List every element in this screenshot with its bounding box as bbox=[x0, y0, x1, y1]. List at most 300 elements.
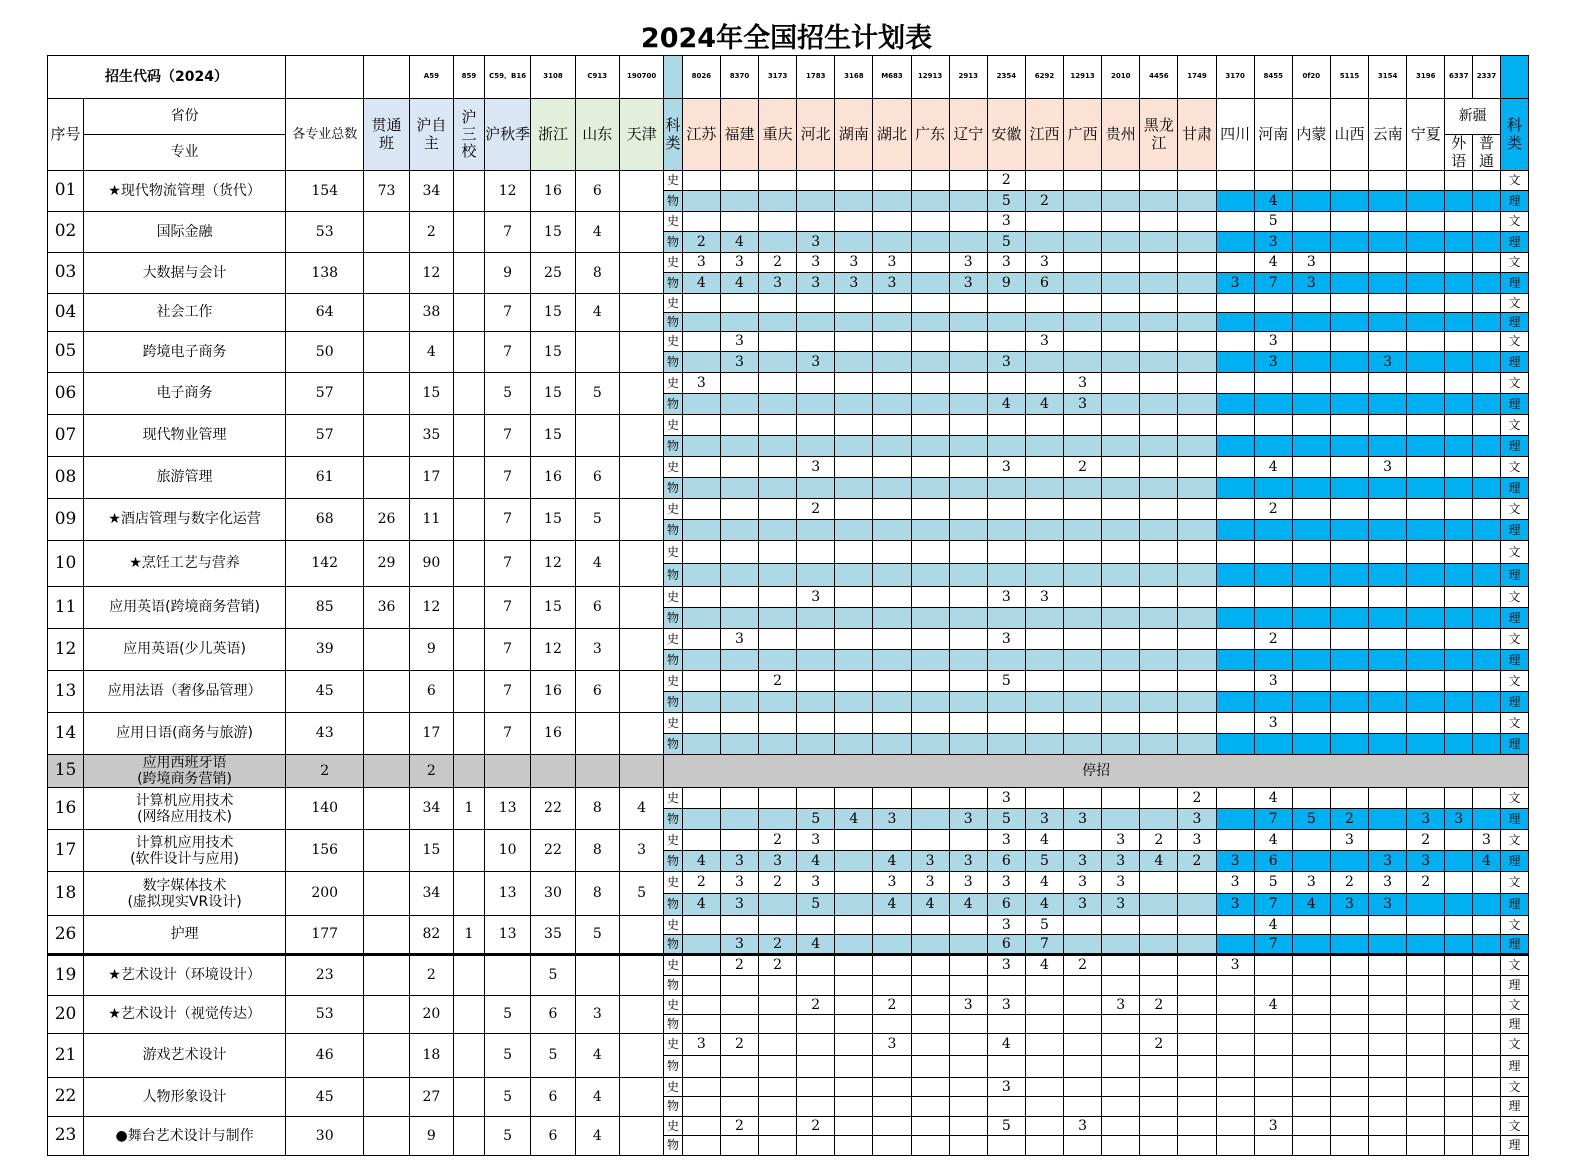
code-cell: 3154 bbox=[1369, 56, 1407, 99]
seq-cell: 01 bbox=[48, 171, 84, 212]
province-quota-cell bbox=[1025, 171, 1063, 191]
province-quota-cell bbox=[1445, 1034, 1473, 1056]
kelei-shi: 史 bbox=[664, 1034, 683, 1056]
province-quota-cell bbox=[873, 394, 911, 415]
province-quota-cell bbox=[1064, 830, 1102, 851]
province-quota-cell bbox=[1254, 650, 1292, 671]
province-quota-cell: 2 bbox=[1064, 955, 1102, 976]
major-line: 国际金融 bbox=[156, 223, 213, 240]
province-quota-cell bbox=[1445, 671, 1473, 692]
kelei-wen: 文 bbox=[1500, 294, 1528, 313]
province-quota-cell bbox=[873, 520, 911, 541]
province-quota-cell: 2 bbox=[1064, 457, 1102, 478]
province-quota-cell bbox=[911, 1117, 949, 1136]
province-quota-cell bbox=[1445, 894, 1473, 916]
province-quota-cell bbox=[1369, 332, 1407, 352]
province-quota-cell bbox=[1216, 650, 1254, 671]
province-quota-cell bbox=[797, 313, 835, 332]
province-quota-cell: 4 bbox=[720, 232, 758, 253]
province-quota-cell bbox=[759, 171, 797, 191]
province-quota-cell bbox=[1292, 564, 1330, 587]
province-quota-cell bbox=[1292, 436, 1330, 457]
province-quota-cell bbox=[987, 713, 1025, 734]
province-quota-cell bbox=[1473, 457, 1501, 478]
province-quota-cell bbox=[949, 212, 987, 232]
total-cell: 154 bbox=[286, 171, 364, 212]
province-quota-cell bbox=[873, 436, 911, 457]
province-quota-cell bbox=[949, 436, 987, 457]
province-quota-cell bbox=[1292, 650, 1330, 671]
province-quota-cell bbox=[1064, 587, 1102, 608]
major-line: ★现代物流管理（货代） bbox=[108, 182, 261, 199]
province-quota-cell bbox=[911, 294, 949, 313]
province-quota-cell bbox=[720, 415, 758, 436]
province-quota-cell bbox=[835, 629, 873, 650]
province-quota-cell bbox=[1025, 313, 1063, 332]
kelei-wu: 物 bbox=[664, 436, 683, 457]
province-quota-cell bbox=[1473, 955, 1501, 976]
province-quota-cell bbox=[1064, 916, 1102, 935]
province-quota-cell bbox=[1064, 1078, 1102, 1097]
province-quota-cell bbox=[835, 520, 873, 541]
kelei-wu: 物 bbox=[664, 191, 683, 212]
table-row bbox=[48, 499, 1529, 520]
local-quota-cell: 13 bbox=[484, 916, 530, 955]
province-quota-cell bbox=[759, 1015, 797, 1034]
province-quota-cell bbox=[1216, 935, 1254, 955]
province-quota-cell bbox=[1064, 1136, 1102, 1156]
province-quota-cell bbox=[797, 1015, 835, 1034]
major-name bbox=[84, 1078, 286, 1117]
local-quota-cell: 4 bbox=[575, 1034, 619, 1078]
province-quota-cell bbox=[835, 935, 873, 955]
province-quota-cell bbox=[1292, 520, 1330, 541]
province-column-header: 河南 bbox=[1254, 99, 1292, 171]
province-quota-cell bbox=[987, 499, 1025, 520]
kelei-li: 理 bbox=[1500, 564, 1528, 587]
province-quota-cell bbox=[797, 332, 835, 352]
code-cell: 2913 bbox=[949, 56, 987, 99]
province-quota-cell bbox=[1178, 332, 1216, 352]
province-quota-cell bbox=[1292, 1136, 1330, 1156]
province-quota-cell bbox=[1064, 1034, 1102, 1056]
local-quota-cell bbox=[454, 996, 485, 1034]
province-quota-cell bbox=[720, 1097, 758, 1117]
province-quota-cell: 3 bbox=[1064, 1117, 1102, 1136]
local-quota-cell bbox=[454, 541, 485, 587]
province-quota-cell bbox=[720, 1015, 758, 1034]
province-quota-cell bbox=[1254, 394, 1292, 415]
province-quota-cell bbox=[987, 415, 1025, 436]
total-cell: 2 bbox=[286, 755, 364, 788]
province-quota-cell bbox=[682, 976, 720, 996]
local-quota-cell bbox=[484, 955, 530, 996]
province-quota-cell: 2 bbox=[759, 872, 797, 894]
province-quota-cell: 3 bbox=[987, 830, 1025, 851]
province-quota-cell bbox=[1407, 650, 1445, 671]
province-quota-cell bbox=[911, 313, 949, 332]
local-quota-cell bbox=[364, 415, 409, 457]
province-quota-cell bbox=[1025, 457, 1063, 478]
province-quota-cell bbox=[1178, 713, 1216, 734]
province-quota-cell bbox=[1369, 1034, 1407, 1056]
province-quota-cell bbox=[911, 332, 949, 352]
local-quota-cell: 15 bbox=[531, 212, 575, 253]
province-quota-cell bbox=[835, 955, 873, 976]
province-quota-cell: 4 bbox=[1473, 851, 1501, 872]
province-quota-cell bbox=[1102, 478, 1140, 499]
province-quota-cell bbox=[873, 294, 911, 313]
province-quota-cell bbox=[949, 713, 987, 734]
province-quota-cell bbox=[1254, 313, 1292, 332]
province-quota-cell bbox=[835, 1117, 873, 1136]
province-quota-cell bbox=[1407, 1136, 1445, 1156]
total-cell: 140 bbox=[286, 788, 364, 830]
kelei-shi: 史 bbox=[664, 788, 683, 809]
province-quota-cell bbox=[1216, 373, 1254, 394]
province-quota-cell bbox=[1292, 478, 1330, 499]
province-quota-cell bbox=[873, 1136, 911, 1156]
province-quota-cell: 7 bbox=[1254, 273, 1292, 294]
province-quota-cell: 2 bbox=[759, 935, 797, 955]
province-quota-cell bbox=[1407, 692, 1445, 713]
kelei-header: 科类 bbox=[664, 99, 683, 171]
province-quota-cell: 3 bbox=[1102, 830, 1140, 851]
local-quota-cell: 38 bbox=[409, 294, 453, 332]
province-quota-cell: 4 bbox=[1140, 851, 1178, 872]
province-column-header: 甘肃 bbox=[1178, 99, 1216, 171]
province-quota-cell bbox=[1369, 415, 1407, 436]
local-quota-cell bbox=[364, 996, 409, 1034]
province-quota-cell bbox=[911, 976, 949, 996]
province-quota-cell bbox=[720, 313, 758, 332]
stopped-label: 停招 bbox=[664, 755, 1529, 788]
local-quota-cell bbox=[619, 457, 663, 499]
province-quota-cell: 3 bbox=[1064, 894, 1102, 916]
seq-cell: 14 bbox=[48, 713, 84, 755]
province-quota-cell bbox=[835, 541, 873, 564]
province-quota-cell bbox=[1292, 629, 1330, 650]
province-quota-cell bbox=[1473, 935, 1501, 955]
province-quota-cell bbox=[1102, 232, 1140, 253]
province-quota-cell bbox=[987, 1015, 1025, 1034]
province-quota-cell bbox=[911, 1078, 949, 1097]
code-row bbox=[48, 56, 1529, 99]
province-quota-cell bbox=[1216, 191, 1254, 212]
province-quota-cell: 4 bbox=[1025, 872, 1063, 894]
province-quota-cell bbox=[1445, 499, 1473, 520]
province-quota-cell bbox=[835, 608, 873, 629]
province-quota-cell bbox=[1025, 629, 1063, 650]
province-quota-cell bbox=[797, 1078, 835, 1097]
local-quota-cell bbox=[364, 755, 409, 788]
kelei-li: 理 bbox=[1500, 1136, 1528, 1156]
province-quota-cell bbox=[1330, 313, 1368, 332]
province-quota-cell: 5 bbox=[1292, 809, 1330, 830]
province-quota-cell: 5 bbox=[1254, 212, 1292, 232]
province-quota-cell bbox=[1292, 415, 1330, 436]
province-quota-cell bbox=[1064, 499, 1102, 520]
column-header: 浙江 bbox=[531, 99, 575, 171]
province-quota-cell: 5 bbox=[1025, 916, 1063, 935]
province-quota-cell bbox=[720, 394, 758, 415]
province-quota-cell bbox=[1369, 273, 1407, 294]
province-quota-cell bbox=[759, 1117, 797, 1136]
local-quota-cell bbox=[454, 1117, 485, 1156]
province-quota-cell bbox=[873, 332, 911, 352]
province-quota-cell: 3 bbox=[1064, 809, 1102, 830]
kelei-wu: 物 bbox=[664, 394, 683, 415]
province-quota-cell bbox=[1473, 916, 1501, 935]
province-quota-cell bbox=[1178, 541, 1216, 564]
province-quota-cell bbox=[682, 352, 720, 373]
province-quota-cell bbox=[1064, 232, 1102, 253]
local-quota-cell: 35 bbox=[531, 916, 575, 955]
province-quota-cell bbox=[1102, 1056, 1140, 1078]
province-quota-cell: 3 bbox=[1216, 851, 1254, 872]
major-name bbox=[84, 457, 286, 499]
province-quota-cell bbox=[1254, 692, 1292, 713]
province-quota-cell bbox=[1254, 373, 1292, 394]
local-quota-cell: 73 bbox=[364, 171, 409, 212]
header-row bbox=[48, 99, 1529, 135]
province-quota-cell bbox=[797, 976, 835, 996]
major-name bbox=[84, 788, 286, 830]
province-quota-cell bbox=[797, 1136, 835, 1156]
kelei-header-right: 科类 bbox=[1500, 99, 1528, 171]
code-cell: 3173 bbox=[759, 56, 797, 99]
province-quota-cell bbox=[720, 809, 758, 830]
province-quota-cell: 3 bbox=[873, 253, 911, 273]
province-quota-cell bbox=[1407, 457, 1445, 478]
table-row bbox=[48, 996, 1529, 1015]
local-quota-cell: 7 bbox=[484, 212, 530, 253]
province-quota-cell bbox=[1330, 629, 1368, 650]
province-quota-cell bbox=[1292, 1056, 1330, 1078]
province-quota-cell bbox=[835, 916, 873, 935]
province-quota-cell bbox=[1102, 976, 1140, 996]
kelei-li: 理 bbox=[1500, 232, 1528, 253]
local-quota-cell: 34 bbox=[409, 872, 453, 916]
province-quota-cell bbox=[1140, 232, 1178, 253]
total-cell: 177 bbox=[286, 916, 364, 955]
province-quota-cell bbox=[759, 629, 797, 650]
province-quota-cell bbox=[1216, 608, 1254, 629]
province-quota-cell bbox=[835, 1136, 873, 1156]
local-quota-cell bbox=[364, 212, 409, 253]
province-quota-cell: 3 bbox=[1178, 809, 1216, 830]
local-quota-cell: 6 bbox=[575, 457, 619, 499]
province-quota-cell bbox=[1102, 171, 1140, 191]
province-quota-cell bbox=[1330, 935, 1368, 955]
province-quota-cell: 3 bbox=[1216, 872, 1254, 894]
province-quota-cell bbox=[1216, 394, 1254, 415]
province-quota-cell bbox=[1178, 352, 1216, 373]
seq-cell: 12 bbox=[48, 629, 84, 671]
local-quota-cell: 7 bbox=[484, 415, 530, 457]
province-quota-cell bbox=[1330, 232, 1368, 253]
province-quota-cell bbox=[1473, 1117, 1501, 1136]
province-quota-cell bbox=[835, 294, 873, 313]
province-quota-cell bbox=[1064, 541, 1102, 564]
local-quota-cell: 6 bbox=[531, 1078, 575, 1117]
province-quota-cell bbox=[1445, 520, 1473, 541]
kelei-wu: 物 bbox=[664, 1136, 683, 1156]
local-quota-cell: 90 bbox=[409, 541, 453, 587]
province-quota-cell bbox=[1330, 273, 1368, 294]
province-quota-cell bbox=[1473, 1015, 1501, 1034]
province-quota-cell bbox=[759, 734, 797, 755]
major-name bbox=[84, 332, 286, 373]
province-quota-cell: 2 bbox=[1330, 872, 1368, 894]
province-quota-cell bbox=[1407, 478, 1445, 499]
province-quota-cell bbox=[1102, 671, 1140, 692]
kelei-wen: 文 bbox=[1500, 1078, 1528, 1097]
province-quota-cell bbox=[682, 171, 720, 191]
province-quota-cell: 5 bbox=[987, 232, 1025, 253]
province-quota-cell: 3 bbox=[759, 851, 797, 872]
table-row bbox=[48, 373, 1529, 394]
kelei-shi: 史 bbox=[664, 713, 683, 734]
province-quota-cell: 3 bbox=[1178, 830, 1216, 851]
province-quota-cell bbox=[1216, 478, 1254, 499]
province-quota-cell bbox=[873, 788, 911, 809]
kelei-shi: 史 bbox=[664, 294, 683, 313]
province-quota-cell bbox=[1473, 692, 1501, 713]
province-quota-cell bbox=[949, 955, 987, 976]
table-row bbox=[48, 629, 1529, 650]
province-quota-cell bbox=[1140, 273, 1178, 294]
province-quota-cell bbox=[911, 830, 949, 851]
enrollment-plan-table bbox=[47, 55, 1529, 1156]
province-quota-cell bbox=[1445, 478, 1473, 499]
province-quota-cell: 2 bbox=[682, 872, 720, 894]
province-quota-cell bbox=[1254, 294, 1292, 313]
major-line: 社会工作 bbox=[156, 304, 213, 321]
code-cell: 12913 bbox=[1064, 56, 1102, 99]
province-quota-cell: 3 bbox=[1216, 894, 1254, 916]
province-quota-cell bbox=[1445, 332, 1473, 352]
local-quota-cell: 7 bbox=[484, 294, 530, 332]
local-quota-cell: 7 bbox=[484, 332, 530, 373]
kelei-wen: 文 bbox=[1500, 541, 1528, 564]
kelei-li: 理 bbox=[1500, 650, 1528, 671]
province-quota-cell bbox=[682, 713, 720, 734]
province-quota-cell bbox=[759, 313, 797, 332]
province-quota-cell bbox=[1178, 734, 1216, 755]
table-row bbox=[48, 541, 1529, 564]
province-quota-cell bbox=[759, 788, 797, 809]
province-quota-cell bbox=[1407, 629, 1445, 650]
province-quota-cell bbox=[911, 232, 949, 253]
table-row bbox=[48, 788, 1529, 809]
province-quota-cell bbox=[720, 788, 758, 809]
province-quota-cell bbox=[911, 373, 949, 394]
province-quota-cell bbox=[1369, 478, 1407, 499]
province-quota-cell bbox=[1025, 415, 1063, 436]
province-quota-cell bbox=[759, 332, 797, 352]
province-quota-cell bbox=[949, 1136, 987, 1156]
province-quota-cell bbox=[949, 373, 987, 394]
local-quota-cell: 4 bbox=[575, 1078, 619, 1117]
province-quota-cell bbox=[682, 436, 720, 457]
major-header: 专业 bbox=[84, 135, 286, 171]
province-quota-cell bbox=[1445, 415, 1473, 436]
province-quota-cell bbox=[682, 916, 720, 935]
local-quota-cell bbox=[364, 373, 409, 415]
province-quota-cell bbox=[1407, 415, 1445, 436]
province-quota-cell bbox=[1445, 191, 1473, 212]
province-quota-cell bbox=[873, 976, 911, 996]
plan-table-viewport[interactable] bbox=[47, 55, 1529, 1153]
province-quota-cell bbox=[1407, 1015, 1445, 1034]
local-quota-cell: 5 bbox=[484, 1078, 530, 1117]
province-quota-cell bbox=[1292, 212, 1330, 232]
province-quota-cell bbox=[682, 809, 720, 830]
province-quota-cell: 3 bbox=[1102, 851, 1140, 872]
province-quota-cell bbox=[1025, 478, 1063, 499]
kelei-wen: 文 bbox=[1500, 872, 1528, 894]
province-quota-cell bbox=[1216, 1078, 1254, 1097]
province-quota-cell bbox=[682, 457, 720, 478]
province-quota-cell bbox=[1473, 1097, 1501, 1117]
province-quota-cell bbox=[1254, 587, 1292, 608]
province-quota-cell bbox=[1178, 313, 1216, 332]
local-quota-cell: 12 bbox=[531, 629, 575, 671]
province-quota-cell: 3 bbox=[797, 273, 835, 294]
province-quota-cell: 3 bbox=[759, 273, 797, 294]
column-header: 沪秋季 bbox=[484, 99, 530, 171]
province-quota-cell bbox=[1178, 671, 1216, 692]
province-column-header: 广东 bbox=[911, 99, 949, 171]
province-quota-cell bbox=[1140, 457, 1178, 478]
local-quota-cell bbox=[454, 499, 485, 541]
province-quota-cell bbox=[911, 212, 949, 232]
major-name bbox=[84, 671, 286, 713]
province-quota-cell bbox=[987, 608, 1025, 629]
province-quota-cell bbox=[949, 788, 987, 809]
province-quota-cell bbox=[682, 313, 720, 332]
province-quota-cell bbox=[911, 520, 949, 541]
major-line: 护理 bbox=[170, 926, 199, 943]
province-quota-cell bbox=[949, 1117, 987, 1136]
province-quota-cell bbox=[1473, 1136, 1501, 1156]
province-quota-cell bbox=[911, 171, 949, 191]
province-quota-cell bbox=[873, 232, 911, 253]
major-name bbox=[84, 171, 286, 212]
province-quota-cell bbox=[1216, 788, 1254, 809]
province-quota-cell bbox=[911, 650, 949, 671]
province-quota-cell bbox=[1025, 1056, 1063, 1078]
kelei-wen: 文 bbox=[1500, 955, 1528, 976]
province-quota-cell: 3 bbox=[1369, 872, 1407, 894]
province-quota-cell: 5 bbox=[987, 191, 1025, 212]
province-quota-cell bbox=[835, 671, 873, 692]
province-quota-cell bbox=[987, 478, 1025, 499]
province-quota-cell: 3 bbox=[1216, 955, 1254, 976]
province-quota-cell: 6 bbox=[1254, 851, 1292, 872]
province-quota-cell: 4 bbox=[1254, 996, 1292, 1015]
kelei-wen: 文 bbox=[1500, 629, 1528, 650]
province-quota-cell bbox=[1064, 976, 1102, 996]
province-quota-cell bbox=[1216, 212, 1254, 232]
province-quota-cell bbox=[1330, 996, 1368, 1015]
province-quota-cell: 3 bbox=[797, 587, 835, 608]
province-quota-cell bbox=[1473, 608, 1501, 629]
kelei-wu: 物 bbox=[664, 851, 683, 872]
local-quota-cell: 6 bbox=[575, 587, 619, 629]
province-quota-cell bbox=[1178, 294, 1216, 313]
